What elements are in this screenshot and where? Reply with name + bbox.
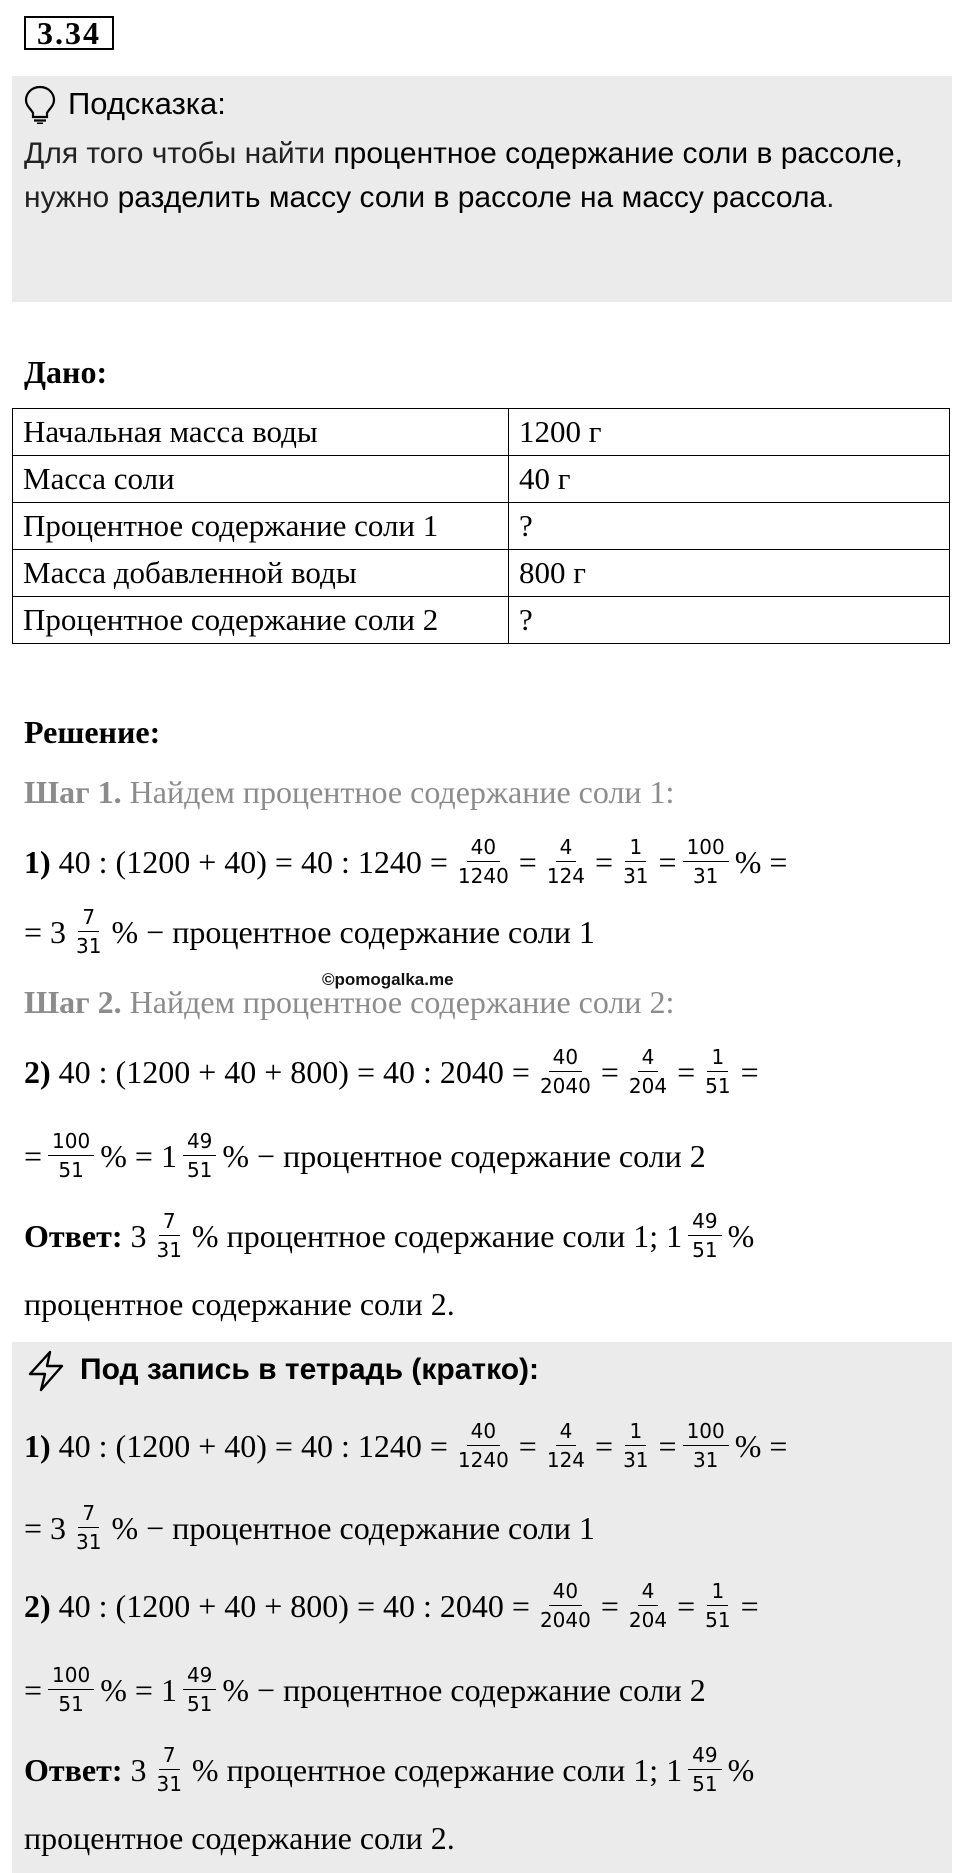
fraction: $\frac{40}{1240}$ [457,1419,509,1472]
calc-line-2: 2) 40 : (1200 + 40 + 800) = 40 : 2040 = $\frac{40}{2040}$ = $\frac{4}{204}$ = $\frac{1}{51}$ = [24,1045,759,1098]
lightbulb-icon [22,84,58,124]
notebook-title: Под запись в тетрадь (кратко): [80,1353,540,1386]
fraction: $\frac{49}{51}$ [183,1130,216,1181]
given-heading: Дано: [24,354,108,390]
fraction: $\frac{7}{31}$ [156,1743,182,1796]
hint-title: Подсказка: [68,86,226,121]
fraction: $\frac{49}{51}$ [688,1210,721,1261]
answer-line: Ответ: 3 $\frac{7}{31}$ % процентное содержание соли 1; 1 $\frac{49}{51}$ % [24,1209,755,1262]
fraction: $\frac{7}{31}$ [76,905,102,958]
answer-line-2: процентное содержание соли 2. [24,1286,455,1322]
fraction: $\frac{1}{51}$ [705,1045,731,1098]
fraction: $\frac{49}{51}$ [183,1664,216,1715]
fraction: $\frac{40}{1240}$ [457,835,509,888]
calc-line-1: 1) 40 : (1200 + 40) = 40 : 1240 = $\frac{40}{1240}$ = $\frac{4}{124}$ = $\frac{1}{31}$ = $\frac{100}{31}$ % = [24,835,788,888]
calc-line-2-result: = $\frac{100}{51}$ % = 1 $\frac{49}{51}$ % − процентное содержание соли 2 [24,1129,706,1182]
given-table [12,408,950,644]
fraction: $\frac{4}{124}$ [546,835,586,888]
note-answer-line: Ответ: 3 $\frac{7}{31}$ % процентное содержание соли 1; 1 $\frac{49}{51}$ % [24,1743,755,1796]
table-row: Процентное содержание соли 2 ? [13,597,950,644]
fraction: $\frac{49}{51}$ [688,1744,721,1795]
fraction: $\frac{1}{31}$ [623,835,649,888]
fraction: $\frac{100}{31}$ [683,1420,729,1471]
note-calc-line-1-result: = 3 $\frac{7}{31}$ % − процентное содержание соли 1 [24,1501,595,1554]
fraction: $\frac{100}{51}$ [48,1664,94,1715]
table-row: Масса добавленной воды 800 г [13,550,950,597]
table-row: Масса соли 40 г [13,456,950,503]
fraction: $\frac{4}{124}$ [546,1419,586,1472]
note-calc-line-1: 1) 40 : (1200 + 40) = 40 : 1240 = $\frac{40}{1240}$ = $\frac{4}{124}$ = $\frac{1}{31}$ = $\frac{100}{31}$ % = [24,1419,788,1472]
fraction: $\frac{4}{204}$ [628,1045,668,1098]
step-2-title: Шаг 2. Найдем процентное содержание соли 2: [24,984,675,1020]
table-row: Процентное содержание соли 1 ? [13,503,950,550]
fraction: $\frac{100}{51}$ [48,1130,94,1181]
note-answer-line-2: процентное содержание соли 2. [24,1820,455,1856]
fraction: $\frac{4}{204}$ [628,1579,668,1632]
fraction: $\frac{40}{2040}$ [539,1579,591,1632]
table-row: Начальная масса воды 1200 г [13,409,950,456]
step-1-title: Шаг 1. Найдем процентное содержание соли 1: [24,774,675,810]
fraction: $\frac{1}{51}$ [705,1579,731,1632]
note-calc-line-2: 2) 40 : (1200 + 40 + 800) = 40 : 2040 = $\frac{40}{2040}$ = $\frac{4}{204}$ = $\frac{1}{51}$ = [24,1579,759,1632]
problem-number: 3.34 [24,16,114,50]
fraction: $\frac{7}{31}$ [156,1209,182,1262]
calc-line-1-result: = 3 $\frac{7}{31}$ % − процентное содержание соли 1 [24,905,595,958]
watermark: ©pomogalka.me [322,970,454,989]
note-calc-line-2-result: = $\frac{100}{51}$ % = 1 $\frac{49}{51}$ % − процентное содержание соли 2 [24,1663,706,1716]
fraction: $\frac{100}{31}$ [683,836,729,887]
fraction: $\frac{7}{31}$ [76,1501,102,1554]
solution-heading: Решение: [24,714,161,750]
hint-text: Для того чтобы найти процентное содержание соли в рассоле, нужно разделить массу соли в рассоле на массу рассола. [24,137,903,214]
fraction: $\frac{40}{2040}$ [539,1045,591,1098]
fraction: $\frac{1}{31}$ [623,1419,649,1472]
lightning-icon [24,1350,68,1392]
